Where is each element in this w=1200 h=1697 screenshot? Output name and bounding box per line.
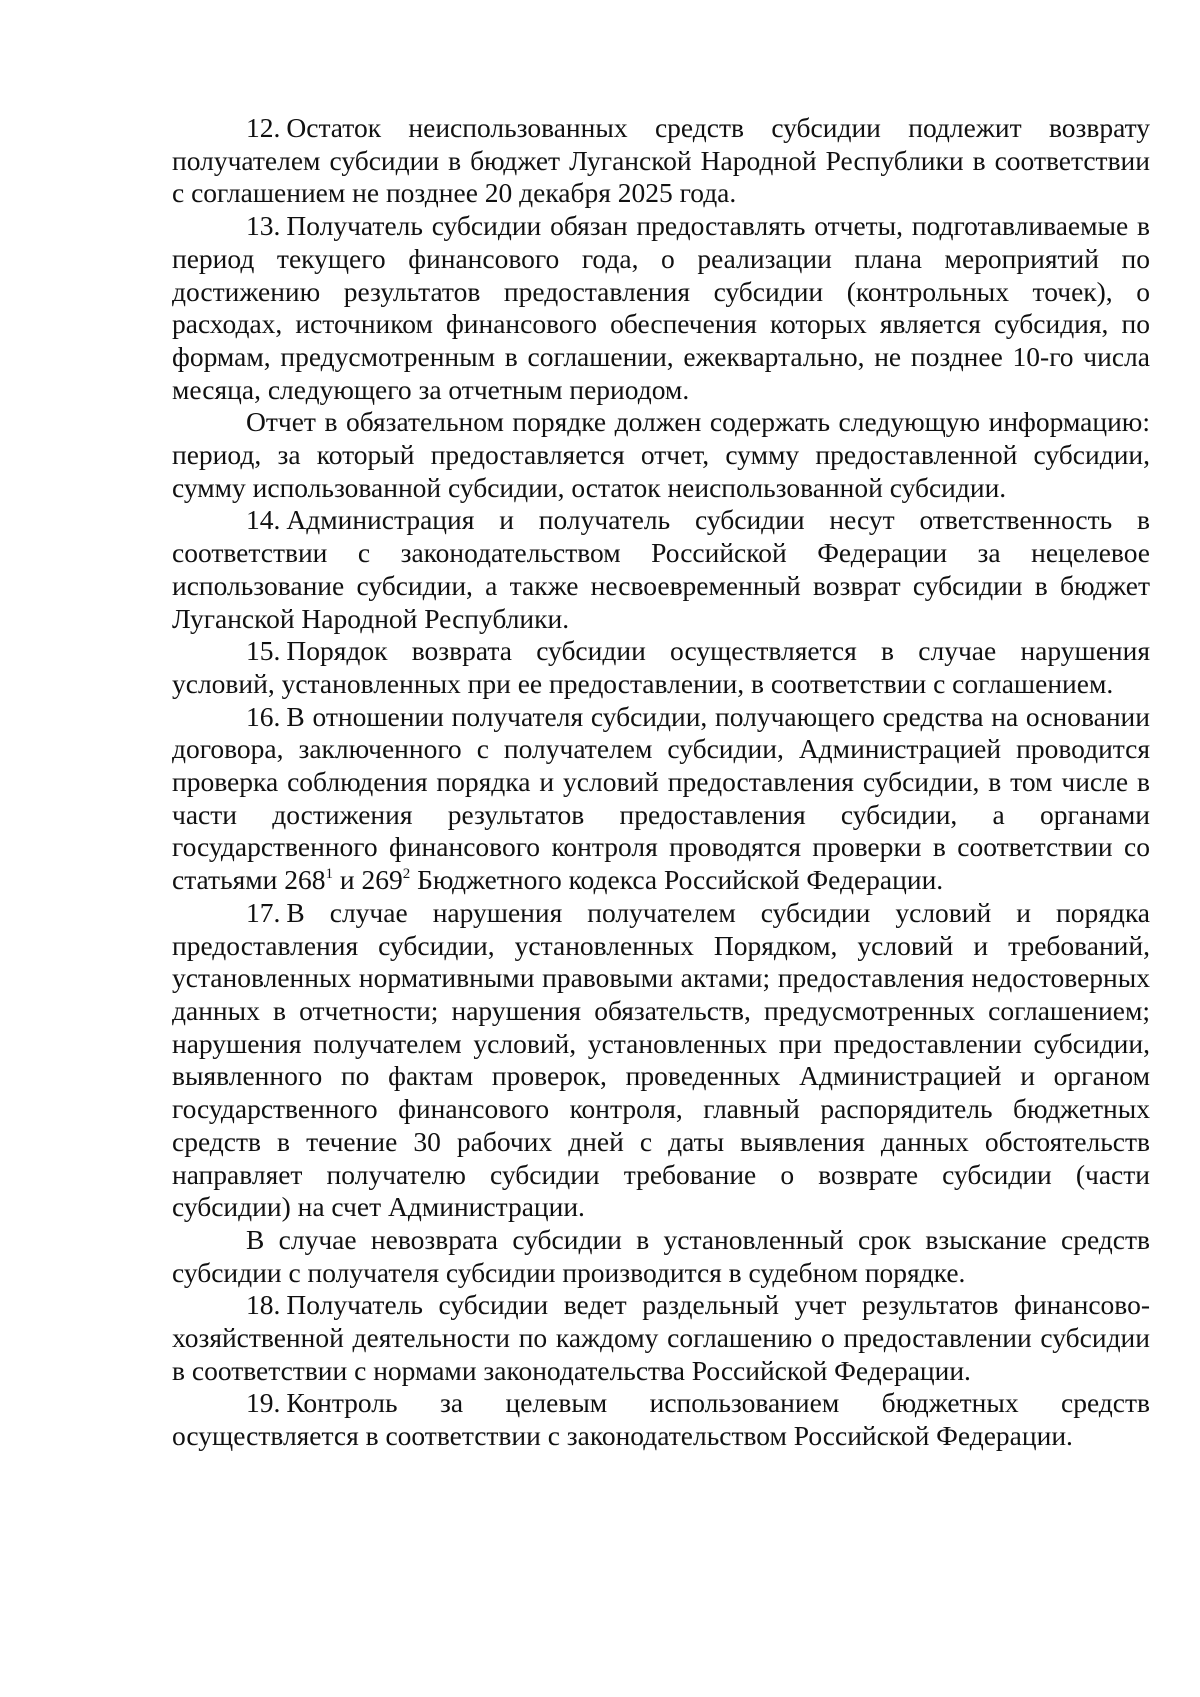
paragraph-number: 19. [246, 1387, 281, 1419]
paragraph-13 [172, 210, 1150, 406]
article-superscript: 2 [402, 866, 411, 883]
paragraph-number: 15. [246, 635, 281, 667]
document-page [172, 112, 1150, 1453]
paragraph-text: Бюджетного кодекса Российской Федерации. [410, 864, 944, 896]
paragraph-text: Получатель субсидии ведет раздельный учет результатов финансово-хозяйственной деятельности по каждому соглашению о предоставлении субсидии в соответствии с нормами законодательства Российской Федерации. [172, 1289, 1150, 1386]
paragraph-text: Получатель субсидии обязан предоставлять отчеты, подготавливаемые в период текущего финансового года, о реализации плана мероприятий по достижению результатов предоставления субсидии (контрольных точек), о расходах, источником финансового обеспечения которых является субсидия, по формам, предусмотренным в соглашении, ежеквартально, не позднее 10-го числа месяца, следующего за отчетным периодом. [172, 210, 1150, 405]
paragraph-19 [172, 1387, 1150, 1452]
paragraph-text: Отчет в обязательном порядке должен содержать следующую информацию: период, за который предоставляется отчет, сумму предоставленной субсидии, сумму использованной субсидии, остаток неиспользованной субсидии. [172, 406, 1150, 503]
article-superscript: 1 [325, 866, 334, 883]
paragraph-text: В отношении получателя субсидии, получающего средства на основании договора, заключенного с получателем субсидии, Администрацией проводится проверка соблюдения порядка и условий предоставления субсидии, в том числе в части достижения результатов предоставления субсидии, а органами государственного финансового контроля проводятся проверки в соответствии со статьями [172, 700, 1150, 896]
paragraph-text: В случае невозврата субсидии в установленный срок взыскание средств субсидии с получателя субсидии производится в судебном порядке. [172, 1223, 1150, 1288]
paragraph-17 [172, 897, 1150, 1224]
paragraph-number: 18. [246, 1289, 281, 1321]
paragraph-18 [172, 1289, 1150, 1387]
paragraph-17-court-recovery [172, 1224, 1150, 1289]
paragraph-16 [172, 701, 1150, 897]
paragraph-text: и [333, 864, 362, 896]
paragraph-15 [172, 635, 1150, 700]
paragraph-text: Порядок возврата субсидии осуществляется в случае нарушения условий, установленных при ее предоставлении, в соответствии с соглашением. [172, 635, 1150, 699]
paragraph-14 [172, 504, 1150, 635]
article-number: 268 [284, 864, 326, 896]
paragraph-number: 13. [246, 210, 281, 242]
paragraph-text: Администрация и получатель субсидии несут ответственность в соответствии с законодательством Российской Федерации за нецелевое использование субсидии, а также несвоевременный возврат субсидии в бюджет Луганской Народной Республики. [172, 504, 1150, 634]
paragraph-text: Остаток неиспользованных средств субсидии подлежит возврату получателем субсидии в бюджет Луганской Народной Республики в соответствии с соглашением не позднее 20 декабря 2025 года. [172, 112, 1150, 209]
paragraph-text: В случае нарушения получателем субсидии условий и порядка предоставления субсидии, установленных Порядком, условий и требований, установленных нормативными правовыми актами; предоставления недостоверных данных в отчетности; нарушения обязательств, предусмотренных соглашением; нарушения получателем условий, установленных при предоставлении субсидии, выявленного по фактам проверок, проведенных Администрацией и органом государственного финансового контроля, главный распорядитель бюджетных средств в течение 30 рабочих дней с даты выявления данных обстоятельств направляет получателю субсидии требование о возврате субсидии (части субсидии) на счет Администрации. [172, 896, 1150, 1223]
paragraph-number: 16. [246, 700, 281, 732]
paragraph-number: 14. [246, 504, 281, 536]
paragraph-12 [172, 112, 1150, 210]
paragraph-number: 12. [246, 112, 281, 143]
paragraph-13-report-contents [172, 406, 1150, 504]
paragraph-text: Контроль за целевым использованием бюджетных средств осуществляется в соответствии с законодательством Российской Федерации. [172, 1387, 1150, 1452]
article-number: 269 [361, 864, 403, 896]
paragraph-number: 17. [246, 896, 281, 928]
